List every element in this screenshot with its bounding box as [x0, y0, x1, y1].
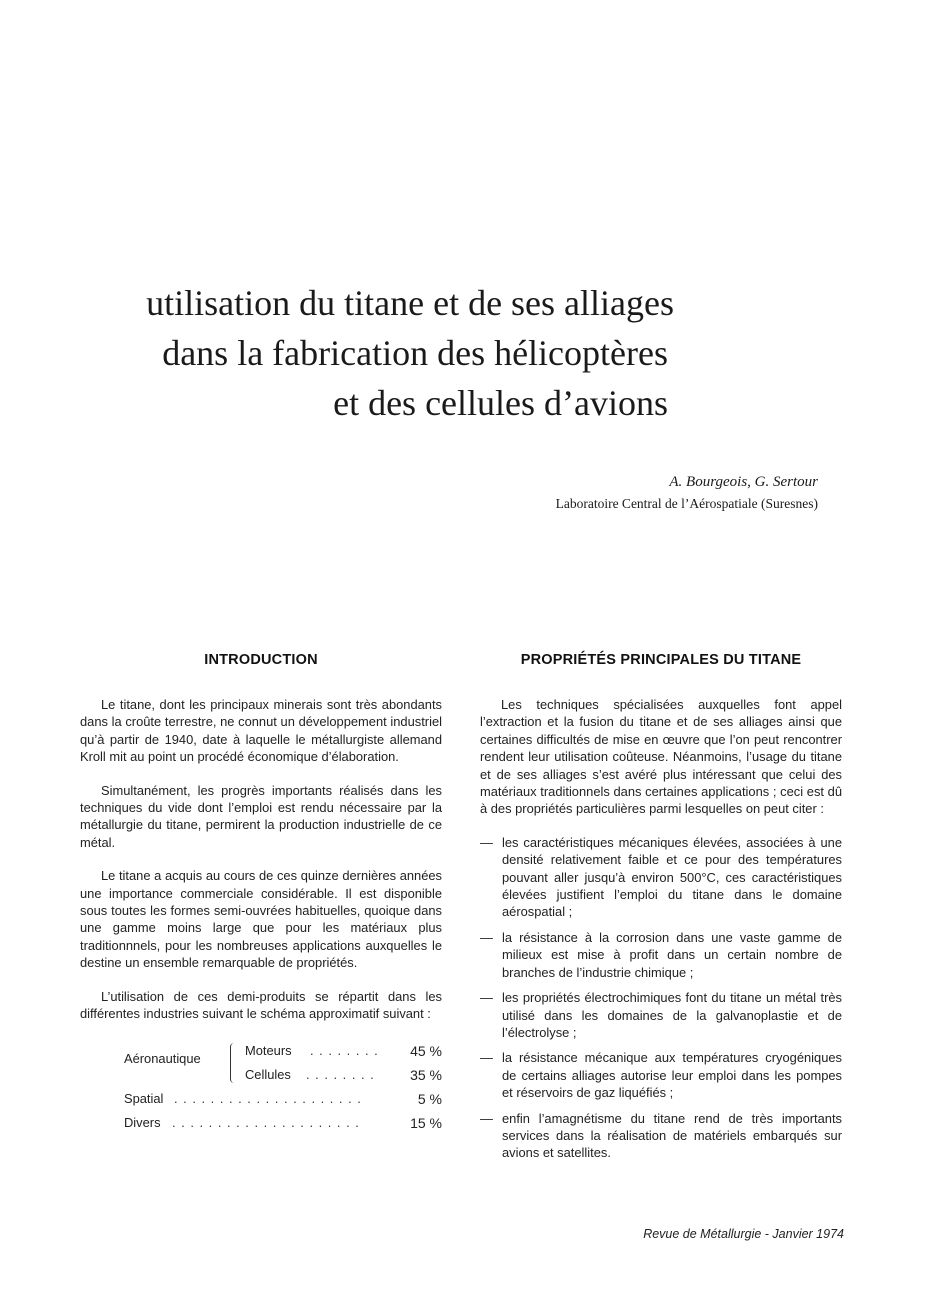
distribution-row — [80, 1063, 442, 1087]
list-item — [480, 1110, 842, 1162]
dash-bullet: — — [480, 1110, 493, 1126]
paragraph: L’utilisation de ces demi-produits se répartit dans les différentes industries suivant le schéma approximatif suivant : — [80, 988, 442, 1022]
list-item — [480, 1049, 842, 1101]
list-item-text: les propriétés électrochimiques font du titane un métal très utilisé dans les domaines de la galvanoplastie et de l’électrolyse ; — [502, 990, 842, 1040]
dash-bullet: — — [480, 1050, 493, 1066]
list-item — [480, 834, 842, 921]
proprietes-section — [480, 652, 842, 1170]
dash-bullet: — — [480, 929, 493, 945]
list-item — [480, 989, 842, 1041]
dash-bullet: — — [480, 834, 493, 850]
distribution-label: Spatial — [124, 1090, 164, 1106]
distribution-value: 15 % — [410, 1114, 442, 1131]
introduction-heading: INTRODUCTION — [204, 652, 318, 668]
title-line: dans la fabrication des hélicoptères — [162, 333, 668, 373]
distribution-row — [80, 1039, 442, 1063]
leader-dots: . . . . . . . . — [310, 1042, 379, 1058]
paragraph: Le titane, dont les principaux minerais sont très abondants dans la croûte terrestre, ne connut un développement industriel qu’à partir de 1940, date à laquelle le métallurgiste allemand Kroll mit au point un procédé économique d’élaboration. — [80, 697, 442, 765]
distribution-value: 5 % — [417, 1090, 442, 1107]
distribution-label: Cellules — [245, 1066, 291, 1082]
distribution-label: Divers — [124, 1114, 161, 1130]
properties-list — [480, 834, 842, 1162]
authors: A. Bourgeois, G. Sertour — [669, 474, 818, 490]
paragraph: Le titane a acquis au cours de ces quinze dernières années une importance commerciale considérable. Il est disponible sous toutes les formes semi-ouvrées habituelles, quoique dans une gamme moins large que pour les matériaux plus traditionnnels, pour les nombreuses applications auxquelles le destine un ensemble remarquable de propriétés. — [80, 868, 442, 971]
list-item-text: enfin l’amagnétisme du titane rend de très importants services dans la réalisation de matériels embarqués sur avions et satellites. — [502, 1110, 842, 1161]
distribution-row — [80, 1087, 442, 1111]
article-title — [140, 278, 674, 428]
introduction-section — [80, 652, 442, 1135]
list-item-text: la résistance mécanique aux températures cryogéniques de certains alliages autorise leur emploi dans les pompes et réservoirs de gaz liquéfiés ; — [502, 1050, 842, 1101]
distribution-value: 45 % — [410, 1042, 442, 1059]
affiliation: Laboratoire Central de l’Aérospatiale (Suresnes) — [555, 496, 818, 511]
usage-distribution-table — [80, 1039, 442, 1135]
leader-dots: . . . . . . . . . . . . . . . . . . . . . — [174, 1090, 362, 1106]
journal-footer: Revue de Métallurgie - Janvier 1974 — [643, 1227, 844, 1241]
list-item — [480, 929, 842, 981]
dash-bullet: — — [480, 990, 493, 1006]
leader-dots: . . . . . . . . — [306, 1066, 375, 1082]
title-line: utilisation du titane et de ses alliages — [146, 283, 674, 323]
aeronautique-label: Aéronautique — [124, 1050, 201, 1066]
paragraph: Simultanément, les progrès importants réalisés dans les techniques du vide dont l’emploi est rendu nécessaire par la métallurgie du titane, permirent la production industrielle de ce métal. — [80, 782, 442, 850]
distribution-label: Moteurs — [245, 1042, 292, 1058]
title-line: et des cellules d’avions — [333, 383, 668, 423]
paragraph: Les techniques spécialisées auxquelles font appel l’extraction et la fusion du titane et de ses alliages ainsi que certaines difficultés de mise en œuvre que l’on peut rencontrer rendent leur utilisation coûteuse. Néanmoins, l’usage du titane et de ses alliages s’est avéré plus intéressant que celui des matériaux traditionnels dans certaines applications ; ceci est dû à des propriétés particulières parmi lesquelles on peut citer : — [480, 697, 842, 817]
list-item-text: les caractéristiques mécaniques élevées, associées à une densité relativement faible et ce pour des températures pouvant aller jusqu’à environ 500°C, ces caractéristiques élevées justifient l’emploi du titane dans le domaine aérospatial ; — [502, 834, 842, 920]
list-item-text: la résistance à la corrosion dans une vaste gamme de milieux est mise à profit dans un certain nombre de branches de l’industrie chimique ; — [502, 929, 842, 980]
proprietes-heading: PROPRIÉTÉS PRINCIPALES DU TITANE — [520, 652, 802, 668]
distribution-value: 35 % — [410, 1066, 442, 1083]
distribution-row — [80, 1111, 442, 1135]
leader-dots: . . . . . . . . . . . . . . . . . . . . . — [172, 1114, 360, 1130]
